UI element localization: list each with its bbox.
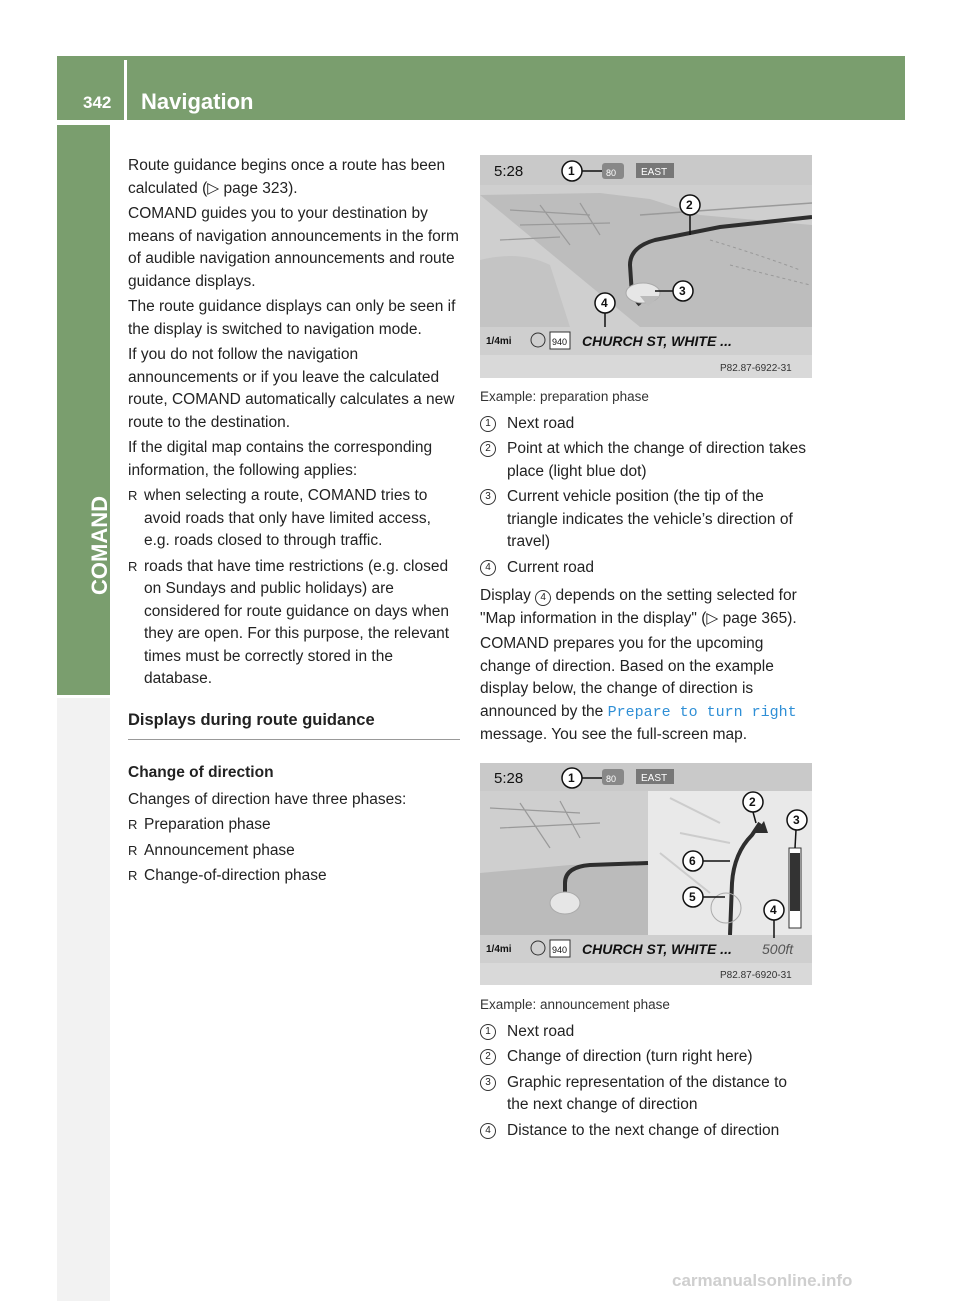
legend-item <box>480 413 812 436</box>
callout-6-label: 6 <box>689 854 696 868</box>
legend-number: 4 <box>480 560 496 576</box>
callout-3-label: 3 <box>793 813 800 827</box>
callout-5-label: 5 <box>689 890 696 904</box>
legend-number: 2 <box>480 1049 496 1065</box>
side-tab-label: COMAND <box>87 496 112 595</box>
map-street: CHURCH ST, WHITE ... <box>582 941 732 957</box>
message-text: Prepare to turn right <box>607 703 797 721</box>
side-tab <box>57 125 110 695</box>
display-suffix: depends on the setting selected for "Map information in the display" (▷ page 365). <box>480 587 797 627</box>
map-scale: 1/4mi <box>486 944 512 955</box>
bullet-item: R roads that have time restrictions (e.g. closed on Sundays and public holidays) are considered for route guidance on days when they are open. For this purpose, the relevant times must be correctly stored in the database. <box>128 556 460 691</box>
legend-text: Graphic representation of the distance to the next change of direction <box>507 1073 788 1113</box>
section-heading: Displays during route guidance <box>128 709 460 741</box>
direction-label: EAST <box>641 167 668 178</box>
paragraph: If the digital map contains the corresponding information, the following applies: <box>128 439 433 479</box>
right-column-upper <box>480 386 812 750</box>
section-title: Navigation <box>141 89 254 114</box>
callout-1-label: 1 <box>568 771 575 785</box>
legend-text: Next road <box>507 414 575 432</box>
map-distance: 500ft <box>762 941 794 957</box>
legend-item <box>480 1120 812 1143</box>
callout-2-label: 2 <box>686 198 693 212</box>
map-street: CHURCH ST, WHITE ... <box>582 333 732 349</box>
legend-item <box>480 1072 812 1117</box>
bullet-item: R Announcement phase <box>128 840 460 863</box>
legend-text: Point at which the change of direction takes place (light blue dot) <box>507 440 806 480</box>
display-prefix: Display <box>480 587 531 604</box>
legend-item <box>480 1046 812 1069</box>
legend-number: 1 <box>480 416 496 432</box>
legend-number: 2 <box>480 441 496 457</box>
map-scale: 1/4mi <box>486 336 512 347</box>
legend-item <box>480 486 812 554</box>
paragraph: The route guidance displays can only be seen if the display is switched to navigation mode. <box>128 298 456 338</box>
legend-text: Current vehicle position (the tip of the triangle indicates the vehicle’s direction of travel) <box>507 488 793 550</box>
legend-number: 3 <box>480 489 496 505</box>
legend-number: 3 <box>480 1075 496 1091</box>
interstate-number: 80 <box>606 168 617 178</box>
map-time: 5:28 <box>494 770 524 787</box>
interstate-number: 80 <box>606 774 617 784</box>
legend-text: Change of direction (turn right here) <box>507 1048 753 1065</box>
legend-number: 1 <box>480 1024 496 1040</box>
callout-4-label: 4 <box>601 296 608 310</box>
paragraph: Changes of direction have three phases: <box>128 790 407 808</box>
header-divider <box>124 60 127 124</box>
paragraph: Route guidance begins once a route has been calculated (▷ page 323). <box>128 157 446 197</box>
map-time: 5:28 <box>494 163 524 180</box>
figure-code: P82.87-6922-31 <box>720 363 792 374</box>
direction-label: EAST <box>641 773 668 784</box>
callout-2-label: 2 <box>749 795 756 809</box>
route-badge: 940 <box>552 337 568 347</box>
map-figure-preparation <box>480 155 812 378</box>
comand-text: COMAND prepares you for the upcoming change of direction. Based on the example display below, the change of direction is announced by the <box>480 635 774 720</box>
bullet-item: R Preparation phase <box>128 814 460 837</box>
bullet-item: R when selecting a route, COMAND tries to avoid roads that only have limited access, e.g. roads closed to through traffic. <box>128 485 460 553</box>
subheading: Change of direction <box>128 764 274 781</box>
watermark: carmanualsonline.info <box>672 1271 853 1290</box>
figure-caption: Example: preparation phase <box>480 389 649 404</box>
distance-bar-fill <box>790 853 800 911</box>
figure-caption: Example: announcement phase <box>480 997 670 1012</box>
paragraph <box>480 585 812 630</box>
legend-text: Current road <box>507 558 595 576</box>
legend-item <box>480 557 812 580</box>
page-number: 342 <box>83 93 112 112</box>
comand-after: message. You see the full-screen map. <box>480 726 748 743</box>
inline-number: 4 <box>535 590 551 606</box>
paragraph: COMAND guides you to your destination by means of navigation announcements in the form of audible navigation announcements and route guidance displays. <box>128 205 459 290</box>
callout-1-label: 1 <box>568 164 575 178</box>
left-column <box>128 155 460 891</box>
figure-code: P82.87-6920-31 <box>720 970 792 981</box>
paragraph: If you do not follow the navigation announcements or if you leave the calculated route, COMAND automatically calculates a new route to the destination. <box>128 346 455 431</box>
callout-3-label: 3 <box>679 284 686 298</box>
paragraph <box>480 633 812 747</box>
bullet-item: R Change-of-direction phase <box>128 865 460 888</box>
right-column-lower <box>480 994 812 1145</box>
legend-item <box>480 438 812 483</box>
legend-text: Distance to the next change of direction <box>507 1121 780 1139</box>
callout-4-label: 4 <box>770 903 777 917</box>
legend-number: 4 <box>480 1123 496 1139</box>
route-badge: 940 <box>552 945 568 955</box>
legend-text: Next road <box>507 1022 575 1040</box>
legend-item <box>480 1021 812 1044</box>
vehicle-area <box>550 892 580 914</box>
map-figure-announcement <box>480 763 812 985</box>
side-margin <box>57 698 110 1301</box>
